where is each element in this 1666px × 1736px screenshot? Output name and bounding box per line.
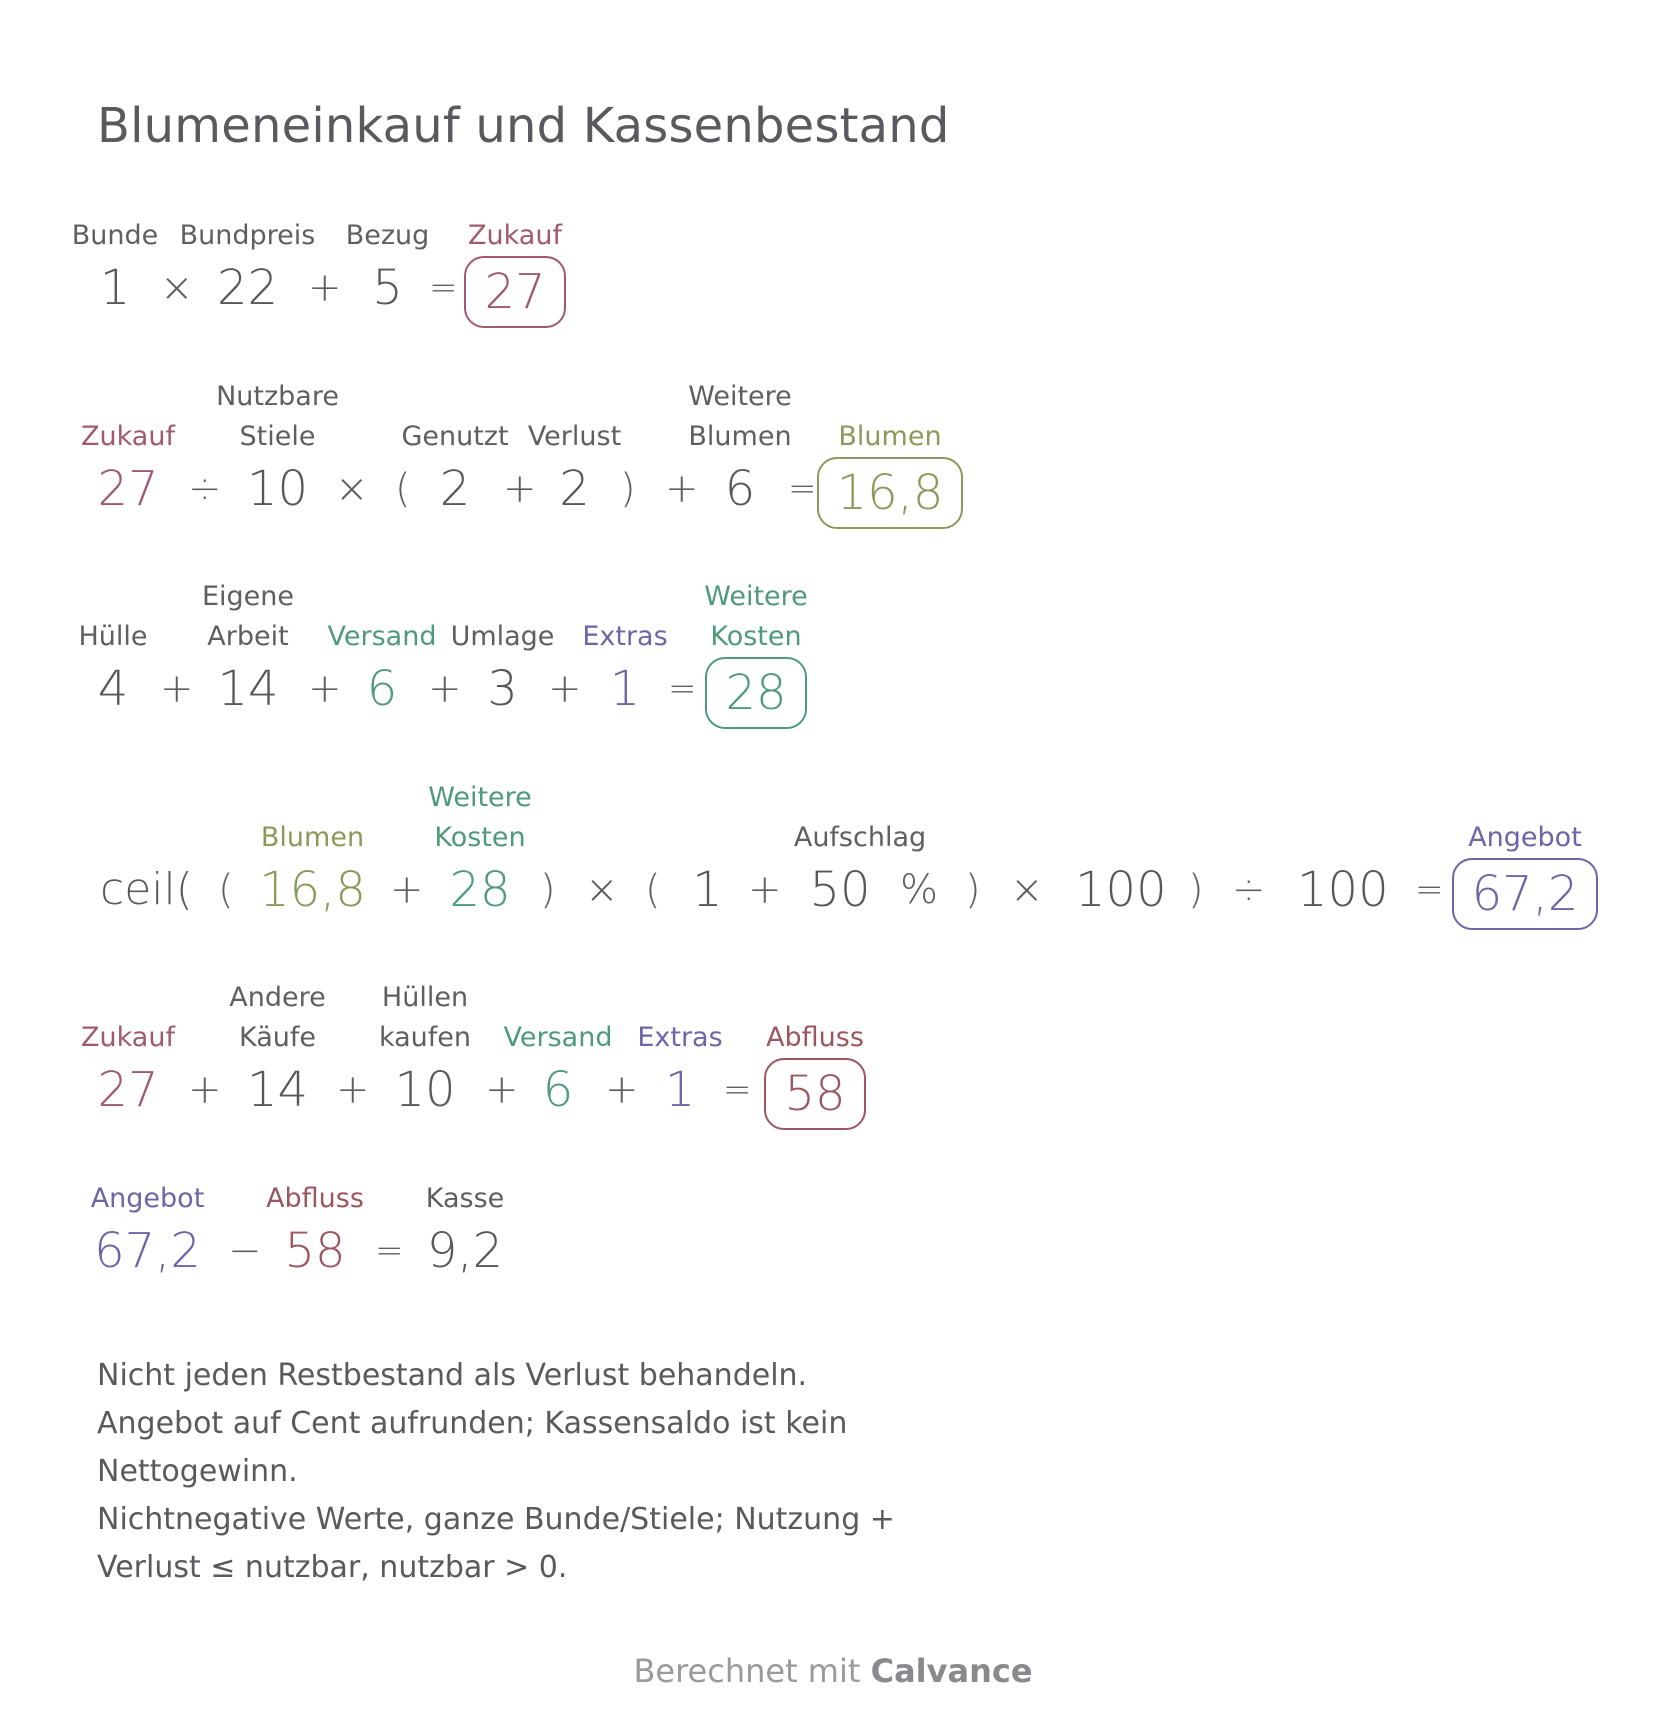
term-label: Abfluss (266, 1183, 364, 1214)
term-label: Aufschlag (793, 822, 927, 853)
plus-operator: + (336, 1067, 370, 1113)
term-verlust (522, 417, 627, 521)
term-label: Versand (327, 621, 437, 652)
term-huelle (68, 617, 158, 721)
term-label: Zukauf (81, 421, 175, 452)
term-value: 3 (487, 661, 518, 717)
equals-operator: = (723, 1070, 752, 1110)
term-value: 10 (394, 1062, 456, 1118)
close-paren: ) (1188, 867, 1204, 913)
note-line: Angebot auf Cent aufrunden; Kassensaldo ist kein (97, 1406, 848, 1441)
plus-operator: + (748, 867, 782, 913)
term-value: 50 (809, 862, 871, 918)
times-operator: × (335, 466, 369, 512)
term-value: 6 (724, 461, 756, 517)
footer-prefix: Berechnet mit (633, 1652, 861, 1690)
result-abfluss (755, 1018, 875, 1130)
result-label-line1: Weitere (704, 581, 808, 612)
result-value-box: 58 (764, 1058, 865, 1130)
result-value-box: 67,2 (1452, 858, 1599, 930)
note-line: Nicht jeden Restbestand als Verlust behandeln. (97, 1358, 808, 1393)
term-genutzt (400, 417, 510, 521)
term-bundpreis (180, 216, 315, 320)
term-weitere-kosten (425, 778, 535, 922)
term-extras (630, 1018, 730, 1122)
term-label: Hülle (78, 621, 148, 652)
term-hundred: 100 (1075, 862, 1167, 918)
term-value: 4 (97, 661, 129, 717)
open-paren: ( (218, 867, 234, 913)
term-value: 16,8 (259, 862, 366, 918)
term-hundred: 100 (1297, 862, 1389, 918)
result-label: Zukauf (468, 220, 562, 251)
notes (97, 1352, 895, 1592)
divide-operator: ÷ (1232, 867, 1266, 913)
result-label: Abfluss (766, 1022, 864, 1053)
term-label: Bunde (71, 220, 159, 251)
result-angebot (1450, 818, 1600, 930)
result-value: 9,2 (426, 1223, 504, 1279)
term-andere-kaeufe (220, 978, 335, 1122)
plus-operator: + (548, 666, 582, 712)
open-paren: ( (645, 867, 661, 913)
plus-operator: + (665, 466, 699, 512)
term-label: Versand (503, 1022, 613, 1053)
term-value: 14 (217, 661, 279, 717)
plus-operator: + (605, 1067, 639, 1113)
term-label-line1: Nutzbare (216, 381, 339, 412)
term-versand (503, 1018, 613, 1122)
result-label-line2: Kosten (710, 621, 802, 652)
term-label-line1: Weitere (688, 381, 792, 412)
result-zukauf (455, 216, 575, 328)
term-value: 5 (372, 260, 403, 316)
term-label: Bundpreis (179, 220, 316, 251)
footer-credit (0, 1652, 1666, 1690)
open-paren: ( (395, 466, 411, 512)
note-line: Nettogewinn. (97, 1454, 298, 1489)
term-value: 67,2 (94, 1223, 201, 1279)
close-paren: ) (965, 867, 981, 913)
page-title: Blumeneinkauf und Kassenbestand (97, 98, 950, 154)
equals-operator: = (1415, 870, 1444, 910)
term-blumen (255, 818, 370, 922)
term-label: Angebot (90, 1183, 205, 1214)
term-label-line2: kaufen (378, 1022, 472, 1053)
plus-operator: + (390, 867, 424, 913)
term-value: 10 (246, 461, 309, 517)
times-operator: × (160, 265, 194, 311)
plus-operator: + (308, 265, 342, 311)
result-label: Blumen (838, 421, 942, 452)
term-extras (575, 617, 675, 721)
term-label: Blumen (260, 822, 365, 853)
divide-operator: ÷ (188, 466, 222, 512)
term-value: 28 (449, 862, 511, 918)
result-value-box: 16,8 (817, 457, 964, 529)
term-eigene-arbeit (193, 577, 303, 721)
term-aufschlag (765, 818, 927, 922)
term-one: 1 (692, 862, 723, 918)
close-paren: ) (620, 466, 636, 512)
note-line: Verlust ≤ nutzbar, nutzbar > 0. (97, 1550, 568, 1585)
plus-operator: + (428, 666, 462, 712)
term-versand (327, 617, 437, 721)
term-weitere-blumen (685, 377, 795, 521)
term-label-line2: Arbeit (207, 621, 289, 652)
term-value: 1 (609, 661, 641, 717)
term-value: 27 (97, 1062, 159, 1118)
term-nutzbare-stiele (215, 377, 340, 521)
result-label: Angebot (1468, 822, 1582, 853)
term-value: 1 (664, 1062, 696, 1118)
term-zukauf (78, 1018, 178, 1122)
result-kasse (415, 1179, 515, 1283)
ceil-function: ceil( (100, 864, 193, 915)
term-label-line2: Stiele (239, 421, 316, 452)
term-label: Umlage (450, 621, 555, 652)
term-value: 2 (439, 461, 471, 517)
equals-operator: = (375, 1231, 404, 1271)
term-huellen-kaufen (370, 978, 480, 1122)
term-bezug (340, 216, 435, 320)
times-operator: × (585, 867, 619, 913)
term-label: Verlust (527, 421, 622, 452)
term-label-line1: Weitere (428, 782, 532, 813)
term-label: Bezug (345, 220, 430, 251)
percent-sign: % (900, 867, 939, 913)
equals-operator: = (668, 669, 697, 709)
term-label-line1: Hüllen (381, 982, 469, 1013)
term-angebot (85, 1179, 210, 1283)
term-value: 14 (246, 1062, 309, 1118)
term-label-line2: Kosten (434, 822, 526, 853)
note-line: Nichtnegative Werte, ganze Bunde/Stiele; Nutzung + (97, 1502, 895, 1537)
term-label: Zukauf (81, 1022, 175, 1053)
equals-operator: = (788, 469, 817, 509)
term-label-line1: Andere (229, 982, 326, 1013)
result-value-box: 27 (464, 256, 565, 328)
plus-operator: + (188, 1067, 222, 1113)
term-label: Extras (582, 621, 668, 652)
term-value: 6 (366, 661, 398, 717)
term-label: Extras (637, 1022, 723, 1053)
minus-operator: − (228, 1228, 262, 1274)
term-value: 27 (97, 461, 159, 517)
term-label-line2: Käufe (238, 1022, 316, 1053)
term-label-line2: Blumen (688, 421, 792, 452)
close-paren: ) (540, 867, 556, 913)
result-label: Kasse (425, 1183, 505, 1214)
term-label: Genutzt (401, 421, 509, 452)
term-zukauf (78, 417, 178, 521)
plus-operator: + (485, 1067, 519, 1113)
plus-operator: + (503, 466, 537, 512)
result-value-box: 28 (705, 657, 806, 729)
term-value: 6 (542, 1062, 574, 1118)
term-bunde (70, 216, 160, 320)
plus-operator: + (308, 666, 342, 712)
term-value: 58 (284, 1223, 346, 1279)
result-blumen (820, 417, 960, 529)
term-abfluss (260, 1179, 370, 1283)
equals-operator: = (429, 268, 458, 308)
plus-operator: + (160, 666, 194, 712)
term-umlage (445, 617, 560, 721)
result-weitere-kosten (700, 577, 812, 729)
term-value: 2 (559, 461, 590, 517)
term-value: 22 (216, 260, 279, 316)
footer-brand[interactable]: Calvance (870, 1652, 1033, 1690)
term-value: 1 (99, 260, 131, 316)
times-operator: × (1010, 867, 1044, 913)
term-label-line1: Eigene (201, 581, 295, 612)
